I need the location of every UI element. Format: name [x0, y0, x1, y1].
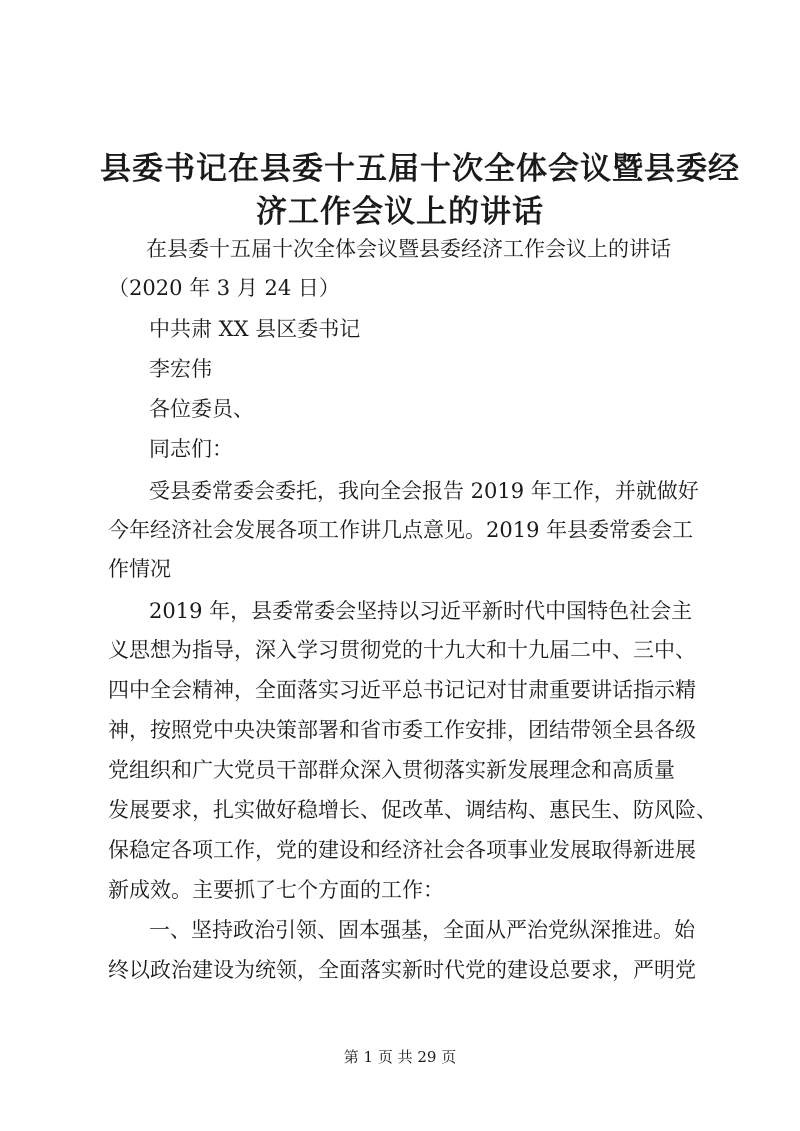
paragraph-line: 受县委常委会委托，我向全会报告 2019 年工作，并就做好 — [149, 479, 699, 503]
salutation-line-2: 同志们： — [149, 437, 233, 461]
paragraph-line: 终以政治建设为统领，全面落实新时代党的建设总要求，严明党 — [108, 958, 696, 982]
paragraph-line: 保稳定各项工作，党的建设和经济社会各项事业发展取得新进展 — [108, 838, 696, 862]
subtitle-line: 在县委十五届十次全体会议暨县委经济工作会议上的讲话 — [146, 237, 671, 261]
speaker-position: 中共肃 XX 县区委书记 — [149, 317, 361, 341]
paragraph-line: 义思想为指导，深入学习贯彻党的十九大和十九届二中、三中、 — [108, 638, 696, 662]
paragraph-line: 党组织和广大党员干部群众深入贯彻落实新发展理念和高质量 — [108, 758, 675, 782]
paragraph-line: 2019 年，县委常委会坚持以习近平新时代中国特色社会主 — [149, 599, 693, 623]
paragraph-line: 神，按照党中央决策部署和省市委工作安排，团结带领全县各级 — [108, 718, 696, 742]
speaker-name: 李宏伟 — [149, 357, 212, 381]
paragraph-line: 四中全会精神，全面落实习近平总书记记对甘肃重要讲话指示精 — [108, 678, 696, 702]
paragraph-line: 今年经济社会发展各项工作讲几点意见。2019 年县委常委会工 — [108, 518, 694, 542]
page-footer: 第 1 页 共 29 页 — [343, 1048, 457, 1066]
document-title-line-1: 县委书记在县委十五届十次全体会议暨县委经 — [100, 151, 740, 187]
paragraph-line: 发展要求，扎实做好稳增长、促改革、调结构、惠民生、防风险、 — [108, 798, 717, 822]
date-line: （2020 年 3 月 24 日） — [108, 276, 340, 300]
paragraph-line: 一、坚持政治引领、固本强基，全面从严治党纵深推进。始 — [149, 918, 695, 942]
paragraph-line: 作情况 — [108, 557, 171, 581]
salutation-line-1: 各位委员、 — [149, 397, 254, 421]
document-title-line-2: 济工作会议上的讲话 — [256, 194, 544, 230]
paragraph-line: 新成效。主要抓了七个方面的工作： — [108, 878, 444, 902]
